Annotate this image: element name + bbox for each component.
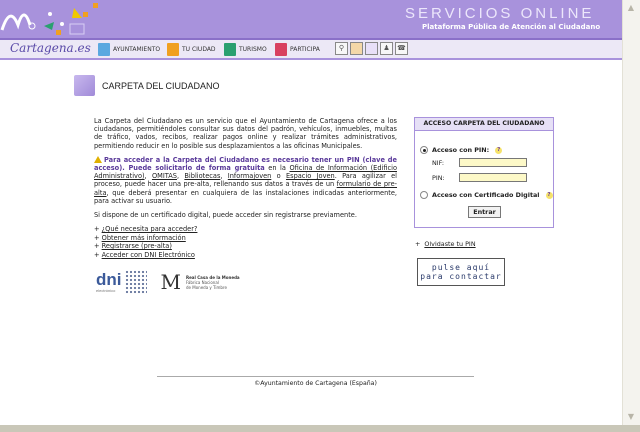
text: , (220, 172, 228, 181)
pin-option-label: Acceso con PIN: (432, 146, 490, 154)
ship-icon (224, 43, 236, 56)
nav-item-tu-ciudad[interactable] (167, 42, 216, 56)
certificado-text: Si dispone de un certificado digital, puede acceder sin registrarse previamente. (94, 211, 357, 220)
building-icon (98, 43, 110, 56)
plus-icon: + (94, 242, 102, 251)
page-heading (74, 75, 220, 96)
dni-logo-text: dni (96, 270, 122, 289)
status-bar (0, 425, 640, 432)
city-icon (167, 43, 179, 56)
help-icon[interactable]: ☎ (395, 42, 408, 55)
nav-bar (0, 40, 623, 60)
forgot-pin (415, 240, 476, 248)
pin-notice (94, 156, 397, 205)
link-que-necesita[interactable]: ¿Qué necesita para acceder? (101, 225, 198, 234)
link-mas-informacion[interactable]: Obtener más información (101, 233, 186, 242)
dni-logo[interactable] (96, 271, 122, 293)
link-espacio-joven[interactable]: Espacio Joven (285, 172, 335, 181)
link-bibliotecas[interactable]: Bibliotecas (184, 172, 221, 181)
login-box-header: ACCESO CARPETA DEL CIUDADANO (415, 118, 553, 131)
list-item (94, 225, 397, 234)
dni-logo-sub: electrónico (96, 288, 116, 293)
text: en la (264, 164, 290, 173)
text: , que deberá presentar en cualquiera de las instalaciones indicadas anteriormente, para activar su usuario. (94, 188, 397, 205)
nif-input[interactable] (459, 158, 527, 167)
help-links (94, 225, 397, 259)
crown-m-icon: M (160, 270, 181, 294)
decorative-graphic-icon (0, 0, 110, 38)
nav-label: TU CIUDAD (182, 45, 216, 53)
people-icon (275, 43, 287, 56)
nav-item-turismo[interactable] (224, 42, 267, 56)
help-icon[interactable]: ? (547, 191, 551, 198)
list-item (94, 242, 397, 251)
plus-icon: + (94, 233, 102, 242)
plus-icon: + (415, 240, 421, 248)
dni-dots-icon (125, 270, 147, 294)
nav-label: PARTICIPA (290, 45, 320, 53)
pin-option[interactable] (420, 146, 502, 154)
cartagena-logo[interactable]: Cartagena.es (10, 41, 91, 55)
cert-option-label: Acceso con Certificado Digital (432, 191, 540, 199)
cert-option[interactable] (420, 191, 553, 199)
plus-icon: + (94, 250, 102, 259)
fnmt-line2: Fábrica Nacional (185, 279, 219, 285)
link-dni-electronico[interactable]: Acceder con DNI Electrónico (101, 250, 195, 259)
plus-icon: + (94, 225, 102, 234)
pin-radio[interactable] (420, 146, 428, 154)
nav-label: TURISMO (239, 45, 267, 53)
header-banner (0, 0, 623, 40)
contact-line1: pulse aquí (431, 263, 491, 272)
site-title: SERVICIOS ONLINE (405, 5, 595, 22)
login-box (414, 117, 554, 228)
submit-button[interactable]: Entrar (468, 206, 501, 218)
contact-line2: para contactar (420, 272, 502, 281)
contact-button[interactable] (417, 258, 505, 286)
site-subtitle: Plataforma Pública de Atención al Ciudadano (422, 23, 601, 31)
link-omitas[interactable]: OMITAS (151, 172, 177, 181)
vertical-scrollbar[interactable] (622, 0, 640, 425)
search-icon[interactable]: ⚲ (335, 42, 348, 55)
calendar-icon[interactable] (365, 42, 378, 55)
warning-icon (94, 156, 102, 163)
pin-label: PIN: (432, 174, 445, 182)
link-informajoven[interactable]: Informajoven (227, 172, 272, 181)
page-title: CARPETA DEL CIUDADANO (102, 80, 220, 91)
footer-divider (157, 376, 474, 377)
nav-item-ayuntamiento[interactable] (98, 42, 160, 56)
list-item (94, 234, 397, 243)
scroll-up-icon[interactable]: ▲ (627, 3, 635, 12)
scroll-down-icon[interactable]: ▼ (627, 412, 635, 421)
fnmt-line3: de Moneda y Timbre (185, 284, 227, 290)
text: , (144, 172, 152, 181)
nav-item-participa[interactable] (275, 42, 320, 56)
forgot-pin-link[interactable]: Olvidaste tu PIN (424, 240, 476, 248)
help-icon[interactable]: ? (497, 146, 501, 153)
link-registrarse[interactable]: Registrarse (pre-alta) (101, 242, 172, 251)
folder-icon (74, 75, 95, 96)
pin-input[interactable] (459, 173, 527, 182)
text: , (177, 172, 185, 181)
fnmt-line1: Real Casa de la Moneda (185, 274, 240, 280)
text: o (271, 172, 286, 181)
partner-logos (96, 270, 240, 294)
map-icon[interactable] (350, 42, 363, 55)
accessibility-icon[interactable]: ♟ (380, 42, 393, 55)
main-content (94, 117, 397, 259)
fnmt-logo[interactable] (161, 270, 240, 294)
cert-radio[interactable] (420, 191, 428, 199)
intro-text: La Carpeta del Ciudadano es un servicio que el Ayuntamiento de Cartagena ofrece a los ciudadanos, permitiéndoles consultar sus datos del padrón, vehículos, inmuebles, multas de tráfico, vados, recibos, realizar pagos online y realizar trámites administrativos, permitiendo reducir en lo posible sus desplazamientos a las oficinas Municipales. (94, 117, 397, 150)
list-item (94, 251, 397, 260)
footer-copyright: ©Ayuntamiento de Cartagena (España) (254, 380, 377, 387)
pin-notice-bold: Para acceder a la Carpeta del Ciudadano es necesario tener un PIN (clave de acceso). Puede solicitarlo de forma gratuita (94, 155, 397, 173)
nav-label: AYUNTAMIENTO (113, 45, 161, 53)
text: . Para agilizar el proceso, puede hacer una pre-alta, rellenando sus datos a través de un (94, 172, 397, 189)
nif-label: NIF: (432, 159, 444, 167)
link-formulario-pre-alta[interactable]: formulario de pre-alta (94, 180, 398, 197)
link-oficina-informacion[interactable]: Oficina de Información (Edificio Administrativo) (94, 164, 397, 181)
